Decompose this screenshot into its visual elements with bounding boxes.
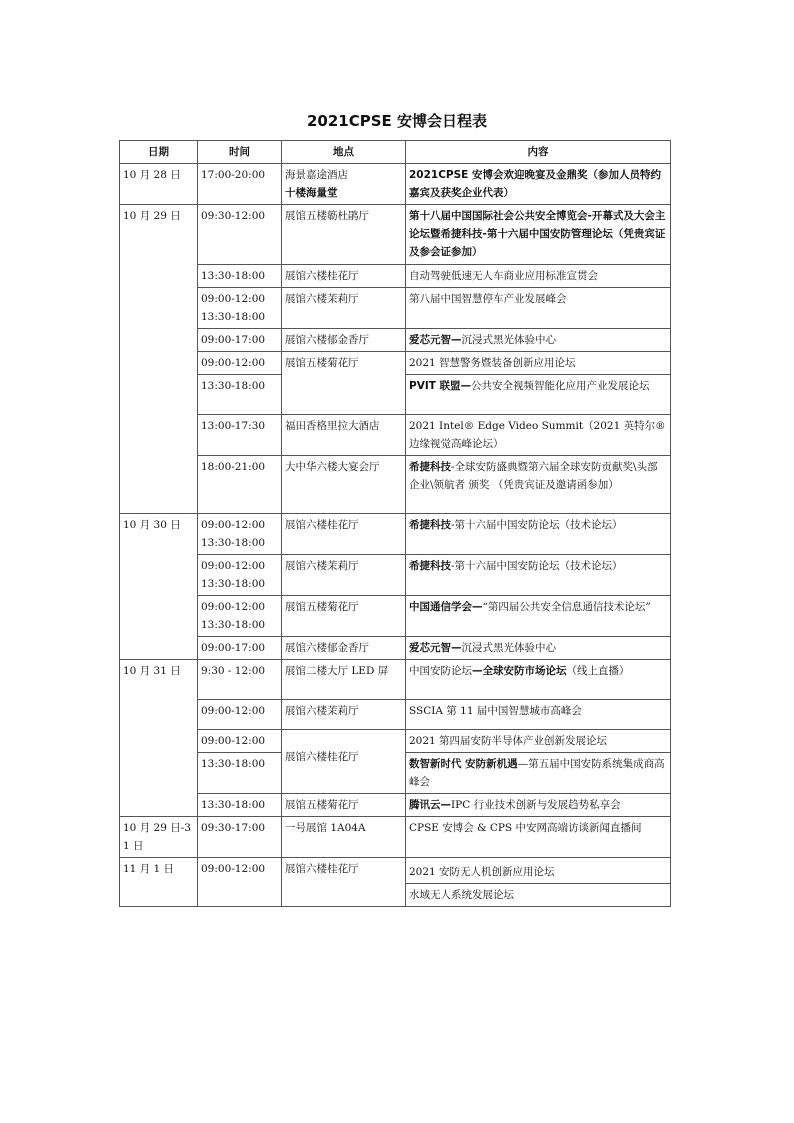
- place-cell: 展馆六楼桂花厅: [282, 730, 406, 794]
- table-row: [120, 817, 671, 858]
- place-cell: 展馆六楼茉莉厅: [282, 555, 406, 596]
- time-cell: [198, 555, 282, 596]
- place-cell: 展馆六楼郁金香厅: [282, 637, 406, 660]
- content-cell: [406, 514, 671, 555]
- schedule-table: [119, 140, 671, 907]
- content-text: “第四届公共安全信息通信技术论坛”: [482, 601, 651, 613]
- time-line: 13:30-18:00: [201, 311, 266, 323]
- content-cell: 自动驾驶低速无人车商业应用标准宣贯会: [406, 265, 671, 288]
- content-cell: [406, 329, 671, 352]
- content-bold: 爱芯元智—: [409, 642, 462, 654]
- place-line: 十楼海量堂: [285, 187, 338, 199]
- content-cell: [406, 794, 671, 817]
- content-text: 沉浸式黑光体验中心: [461, 334, 556, 346]
- content-text: 公共安全视频智能化应用产业发展论坛: [471, 380, 650, 392]
- content-cell: [406, 205, 671, 265]
- time-line: 13:30-18:00: [201, 578, 266, 590]
- place-cell: 福田香格里拉大酒店: [282, 415, 406, 456]
- table-row: [120, 730, 671, 753]
- date-cell: 10 月 31 日: [120, 660, 198, 817]
- content-cell: [406, 596, 671, 637]
- header-time: 时间: [198, 141, 282, 164]
- table-row: [120, 700, 671, 730]
- date-cell: 10 月 29 日-31 日: [120, 817, 198, 858]
- content-cell: 水域无人系统发展论坛: [406, 884, 671, 907]
- place-cell: 展馆六楼桂花厅: [282, 858, 406, 907]
- date-cell: 10 月 28 日: [120, 164, 198, 205]
- table-row: [120, 794, 671, 817]
- table-row: [120, 415, 671, 456]
- place-cell: 展馆五楼菊花厅: [282, 794, 406, 817]
- date-cell: 10 月 30 日: [120, 514, 198, 660]
- content-bold: —全球安防市场论坛: [472, 665, 567, 677]
- place-cell: 展馆六楼茉莉厅: [282, 700, 406, 730]
- time-line: 09:00-12:00: [201, 560, 266, 572]
- content-cell: [406, 375, 671, 415]
- table-row: [120, 637, 671, 660]
- time-cell: 13:30-18:00: [198, 753, 282, 794]
- time-cell: [198, 514, 282, 555]
- time-cell: 09:00-17:00: [198, 637, 282, 660]
- content-cell: [406, 660, 671, 700]
- content-bold: 腾讯云—: [409, 799, 451, 811]
- time-cell: 09:00-12:00: [198, 858, 282, 907]
- content-text: 第十八届中国国际社会公共安全博览会-开幕式及大会主论坛暨希捷科技-第十六届中国安防管理论坛（凭贵宾证及参会证参加）: [409, 210, 666, 258]
- content-bold: 数智新时代 安防新机遇: [409, 758, 518, 770]
- content-bold: 爱芯元智—: [409, 334, 462, 346]
- content-text: 中国安防论坛: [409, 665, 472, 677]
- header-content: 内容: [406, 141, 671, 164]
- time-line: 09:00-12:00: [201, 519, 266, 531]
- content-cell: SSCIA 第 11 届中国智慧城市高峰会: [406, 700, 671, 730]
- content-bold: 希捷科技: [409, 461, 451, 473]
- place-cell: 展馆六楼茉莉厅: [282, 288, 406, 329]
- content-cell: [406, 753, 671, 794]
- time-cell: 09:00-12:00: [198, 352, 282, 375]
- content-text: 2021CPSE 安博会欢迎晚宴及金鼎奖（参加人员特约嘉宾及获奖企业代表）: [409, 169, 662, 199]
- table-row: [120, 329, 671, 352]
- content-cell: 2021 第四届安防半导体产业创新发展论坛: [406, 730, 671, 753]
- place-cell: [282, 164, 406, 205]
- header-date: 日期: [120, 141, 198, 164]
- table-row: [120, 288, 671, 329]
- time-cell: [198, 288, 282, 329]
- content-text: 沉浸式黑光体验中心: [461, 642, 556, 654]
- time-cell: 09:00-17:00: [198, 329, 282, 352]
- content-text: -全球安防盛典暨第六届全球安防贡献奖\头部企业\领航者 颁奖 （凭贵宾证及邀请函参加）: [409, 461, 658, 491]
- time-cell: 09:30-17:00: [198, 817, 282, 858]
- table-row: [120, 456, 671, 514]
- time-cell: [198, 596, 282, 637]
- content-cell: 2021 安防无人机创新应用论坛: [406, 858, 671, 884]
- table-row: [120, 555, 671, 596]
- time-cell: 09:30-12:00: [198, 205, 282, 265]
- content-cell: 2021 Intel® Edge Video Summit（2021 英特尔® 边缘视觉高峰论坛）: [406, 415, 671, 456]
- table-row: [120, 352, 671, 375]
- time-cell: 13:00-17:30: [198, 415, 282, 456]
- table-row: [120, 164, 671, 205]
- time-line: 13:30-18:00: [201, 619, 266, 631]
- place-cell: 展馆六楼郁金香厅: [282, 329, 406, 352]
- date-cell: 10 月 29 日: [120, 205, 198, 514]
- time-cell: 18:00-21:00: [198, 456, 282, 514]
- table-row: [120, 265, 671, 288]
- table-row: [120, 596, 671, 637]
- content-text: —第五届中国安防系统集成商高峰会: [409, 758, 665, 788]
- table-row: [120, 205, 671, 265]
- time-cell: 13:30-18:00: [198, 794, 282, 817]
- time-line: 13:30-18:00: [201, 537, 266, 549]
- place-cell: 展馆五楼菊花厅: [282, 352, 406, 415]
- content-text: （线上直播）: [566, 665, 630, 677]
- content-cell: [406, 456, 671, 514]
- table-header-row: [120, 141, 671, 164]
- content-bold: PVIT 联盟—: [409, 380, 472, 392]
- place-cell: 展馆五楼菊花厅: [282, 596, 406, 637]
- content-bold: 希捷科技: [409, 519, 451, 531]
- time-line: 09:00-12:00: [201, 293, 266, 305]
- time-cell: 17:00-20:00: [198, 164, 282, 205]
- time-cell: 09:00-12:00: [198, 730, 282, 753]
- date-cell: 11 月 1 日: [120, 858, 198, 907]
- content-cell: [406, 164, 671, 205]
- place-cell: 展馆五楼簕杜鹃厅: [282, 205, 406, 265]
- content-text: IPC 行业技术创新与发展趋势私享会: [451, 799, 621, 811]
- time-cell: 9:30 - 12:00: [198, 660, 282, 700]
- page-title: 2021CPSE 安博会日程表: [306, 112, 488, 130]
- place-cell: 展馆二楼大厅 LED 屏: [282, 660, 406, 700]
- place-line: 海景嘉途酒店: [285, 169, 348, 181]
- header-place: 地点: [282, 141, 406, 164]
- place-cell: 一号展馆 1A04A: [282, 817, 406, 858]
- time-cell: 13:30-18:00: [198, 375, 282, 415]
- content-bold: 希捷科技: [409, 560, 451, 572]
- content-cell: [406, 637, 671, 660]
- content-text: -第十六届中国安防论坛（技术论坛）: [451, 519, 623, 531]
- content-bold: 中国通信学会—: [409, 601, 483, 613]
- place-cell: 大中华六楼大宴会厅: [282, 456, 406, 514]
- content-cell: 2021 智慧警务暨装备创新应用论坛: [406, 352, 671, 375]
- place-cell: 展馆六楼桂花厅: [282, 514, 406, 555]
- place-cell: 展馆六楼桂花厅: [282, 265, 406, 288]
- table-row: [120, 660, 671, 700]
- time-cell: 09:00-12:00: [198, 700, 282, 730]
- content-text: -第十六届中国安防论坛（技术论坛）: [451, 560, 623, 572]
- time-line: 09:00-12:00: [201, 601, 266, 613]
- content-cell: CPSE 安博会 & CPS 中安网高端访谈新闻直播间: [406, 817, 671, 858]
- table-row: [120, 514, 671, 555]
- table-row: [120, 858, 671, 884]
- content-cell: [406, 555, 671, 596]
- time-cell: 13:30-18:00: [198, 265, 282, 288]
- content-cell: 第八届中国智慧停车产业发展峰会: [406, 288, 671, 329]
